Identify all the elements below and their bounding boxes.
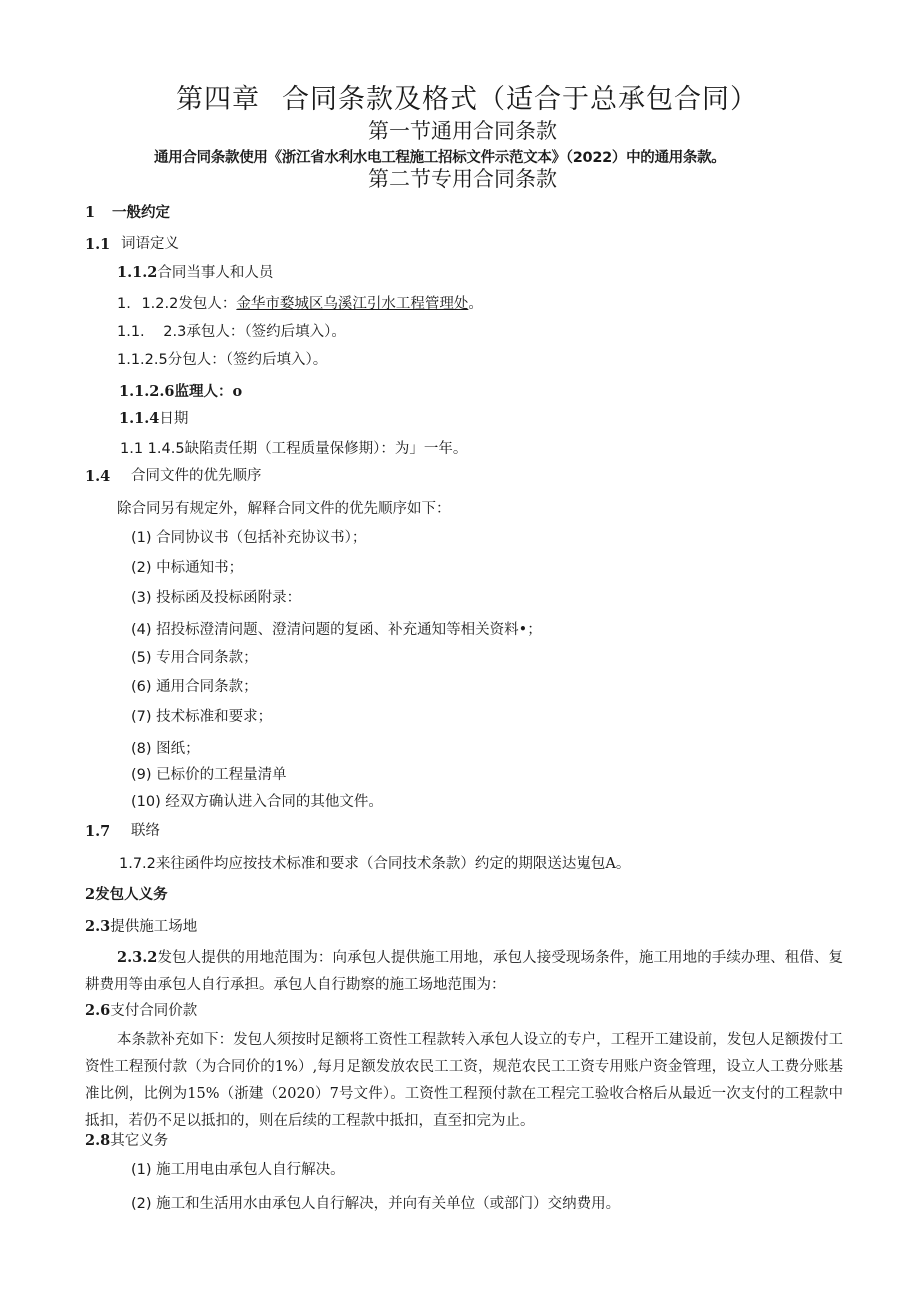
item-text: 专用合同条款； — [156, 650, 258, 666]
clause-text: 监理人：o — [174, 383, 243, 400]
item-number: (2) — [131, 1196, 152, 1212]
clause-number-b: 2.3 — [163, 324, 187, 340]
item-text: 投标函及投标函附录： — [156, 590, 302, 606]
clause-1-1-2 — [117, 264, 273, 282]
item-number: (10) — [131, 794, 161, 810]
clause-1-number: 1 — [85, 204, 96, 221]
item-text: 技术标准和要求； — [156, 709, 273, 725]
priority-item-1 — [131, 530, 366, 547]
item-text: 图纸； — [156, 741, 200, 757]
clause-1-1-2-5 — [117, 352, 327, 369]
clause-number: 2.3.2 — [117, 949, 158, 966]
item-text: 经双方确认进入合同的其他文件。 — [165, 794, 383, 810]
item-number: (2) — [131, 560, 152, 576]
employer-name: 金华市婺城区乌溪江引水工程管理处 — [236, 296, 469, 312]
general-clauses-note: 通用合同条款使用《浙江省水利水电工程施工招标文件示范文本》（2022）中的通用条款。 — [154, 150, 726, 166]
clause-1-title: 一般约定 — [112, 204, 170, 221]
priority-item-8 — [131, 741, 200, 758]
employer-label: 发包人： — [178, 296, 237, 312]
clause-number: 1.1.2.5 — [117, 352, 168, 368]
clause-number-a: 1. — [117, 296, 131, 312]
clause-number: 1.1 1.4.5 — [120, 441, 185, 457]
item-number: (1) — [131, 1162, 152, 1178]
clause-1-1-2-3 — [117, 324, 346, 341]
item-text: 施工用电由承包人自行解决。 — [156, 1162, 345, 1178]
clause-1-1-2-6 — [119, 383, 242, 400]
clause-1-1-2-2 — [117, 296, 483, 313]
clause-1-1-4 — [119, 410, 188, 428]
clause-number: 1.7.2 — [119, 856, 156, 872]
clause-number: 1.1.4 — [119, 410, 160, 427]
section-one-heading: 第一节通用合同条款 — [368, 119, 557, 143]
clause-number: 2.6 — [85, 1002, 111, 1019]
clause-text: 承包人：（签约后填入）。 — [186, 324, 346, 340]
priority-item-4 — [131, 622, 542, 639]
clause-2-title: 2发包人义务 — [85, 886, 168, 903]
clause-2-3 — [85, 918, 197, 936]
clause-title: 日期 — [159, 411, 189, 427]
clause-number: 1.1.2.6 — [119, 383, 175, 400]
item-text: 已标价的工程量清单 — [156, 767, 287, 783]
clause-title: 提供施工场地 — [110, 919, 198, 935]
section-two-heading: 第二节专用合同条款 — [368, 167, 557, 191]
item-number: (9) — [131, 767, 152, 783]
obligation-item-1 — [131, 1162, 345, 1179]
chapter-title: 合同条款及格式（适合于总承包合同） — [282, 84, 758, 115]
clause-text: 缺陷责任期（工程质量保修期）：为」一年。 — [184, 441, 468, 457]
item-number: (8) — [131, 741, 152, 757]
clause-1-4-number: 1.4 — [85, 468, 111, 485]
clause-number: 2.3 — [85, 918, 111, 935]
priority-item-2 — [131, 560, 243, 577]
item-text: 合同协议书（包括补充协议书）； — [156, 530, 367, 546]
item-number: (6) — [131, 679, 152, 695]
clause-2-8 — [85, 1132, 168, 1150]
priority-item-5 — [131, 650, 258, 667]
item-text: 招投标澄清问题、澄清问题的复函、补充通知等相关资料•； — [156, 622, 542, 638]
clause-number: 2.8 — [85, 1132, 111, 1149]
clause-text: 来往函件均应按技术标准和要求（合同技术条款）约定的期限送达嵬包A。 — [155, 856, 631, 872]
clause-1-7-2 — [119, 856, 630, 873]
clause-1-4-intro: 除合同另有规定外，解释合同文件的优先顺序如下： — [117, 501, 451, 517]
chapter-number: 第四章 — [176, 84, 260, 115]
clause-title: 其它义务 — [110, 1133, 169, 1149]
clause-2-6 — [85, 1002, 197, 1020]
clause-1-1-number: 1.1 — [85, 236, 111, 253]
item-number: (4) — [131, 622, 152, 638]
priority-item-6 — [131, 679, 258, 696]
item-number: (5) — [131, 650, 152, 666]
priority-item-9 — [131, 767, 287, 784]
sentence-end: 。 — [468, 296, 483, 312]
clause-2-6-text: 本条款补充如下：发包人须按时足额将工资性工程款转入承包人设立的专户，工程开工建设前，发包人足额拨付工资性工程预付款（为合同价的1%）,每月足额发放农民工工资，规范农民工工资专用账户资金管理，设立人工费分账基准比例，比例为15%（浙建（2020）7号文件）。工资性工程预付款在工程完工验收合格后从最近一次支付的工程款中抵扣，若仍不足以抵扣的，则在后续的工程款中抵扣，直至扣完为止。 — [85, 1032, 843, 1129]
priority-item-7 — [131, 709, 272, 726]
item-text: 中标通知书； — [156, 560, 244, 576]
clause-text: 发包人提供的用地范围为：向承包人提供施工用地，承包人接受现场条件，施工用地的手续办理、租借、复耕费用等由承包人自行承担。承包人自行勘察的施工场地范围为： — [85, 950, 843, 993]
priority-item-3 — [131, 590, 301, 607]
clause-number: 1.1.2 — [117, 264, 158, 281]
priority-item-10 — [131, 794, 383, 811]
item-number: (3) — [131, 590, 152, 606]
clause-1-7-number: 1.7 — [85, 823, 111, 840]
item-text: 通用合同条款； — [156, 679, 258, 695]
clause-2-3-2 — [85, 944, 843, 999]
item-text: 施工和生活用水由承包人自行解决，并向有关单位（或部门）交纳费用。 — [156, 1196, 621, 1212]
clause-number-a: 1.1. — [117, 324, 145, 340]
clause-1-1-title: 词语定义 — [121, 236, 179, 252]
item-number: (7) — [131, 709, 152, 725]
clause-title: 支付合同价款 — [110, 1003, 198, 1019]
clause-number-b: 1.2.2 — [141, 296, 179, 312]
clause-text: 分包人：（签约后填入）。 — [167, 352, 328, 368]
clause-1-4-title: 合同文件的优先顺序 — [131, 468, 262, 484]
clause-title: 合同当事人和人员 — [157, 265, 274, 281]
clause-1-7-title: 联络 — [131, 823, 160, 839]
obligation-item-2 — [131, 1196, 620, 1213]
item-number: (1) — [131, 530, 152, 546]
clause-1-1-4-5 — [120, 441, 467, 458]
